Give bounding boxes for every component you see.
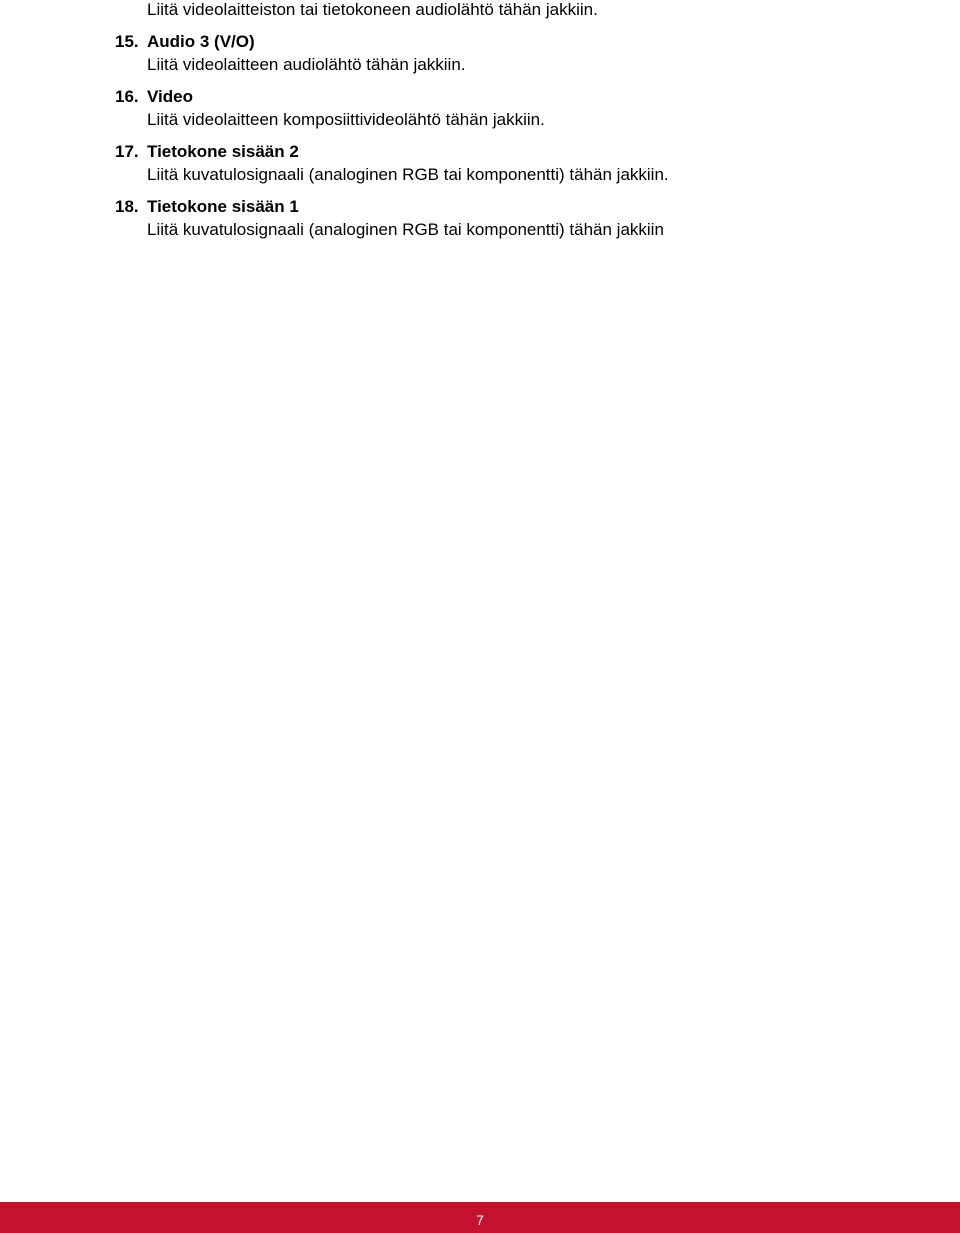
- item-18-description: Liitä kuvatulosignaali (analoginen RGB tai komponentti) tähän jakkiin: [147, 220, 664, 239]
- item-18-title: Tietokone sisään 1: [147, 197, 299, 216]
- item-16-number: 16.: [115, 87, 139, 106]
- footer-bar: [0, 1202, 960, 1233]
- page-number: 7: [476, 1212, 484, 1228]
- item-17-description: Liitä kuvatulosignaali (analoginen RGB tai komponentti) tähän jakkiin.: [147, 165, 669, 184]
- item-16-title: Video: [147, 87, 193, 106]
- item-18-number: 18.: [115, 197, 139, 216]
- item-15-title: Audio 3 (V/O): [147, 32, 255, 51]
- item-17-number: 17.: [115, 142, 139, 161]
- item-15-number: 15.: [115, 32, 139, 51]
- item-16-description: Liitä videolaitteen komposiittivideolähtö tähän jakkiin.: [147, 110, 545, 129]
- item-17-title: Tietokone sisään 2: [147, 142, 299, 161]
- item-15-description: Liitä videolaitteen audiolähtö tähän jakkiin.: [147, 55, 466, 74]
- intro-line: Liitä videolaitteiston tai tietokoneen audiolähtö tähän jakkiin.: [147, 0, 598, 19]
